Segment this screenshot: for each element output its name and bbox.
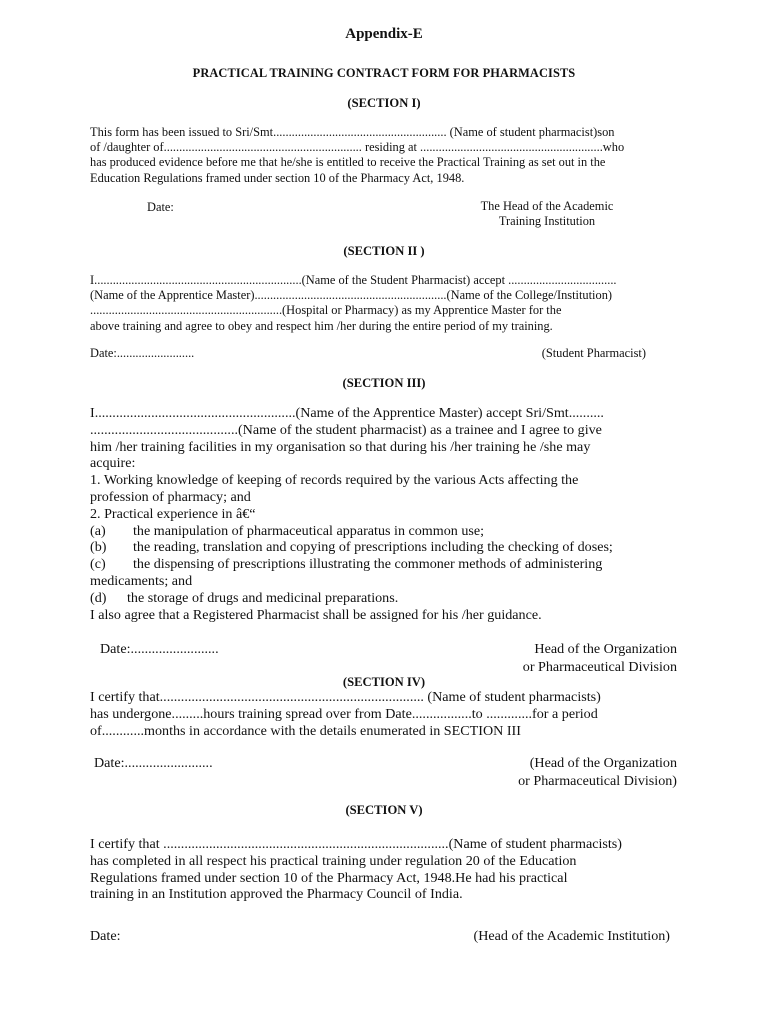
section-3-list-item <box>90 590 672 607</box>
section-3-date-label: Date:......................... <box>100 641 219 657</box>
section-5-line: Regulations framed under section 10 of the Pharmacy Act, 1948.He had his practical <box>90 869 568 886</box>
section-3-line: profession of pharmacy; and <box>90 488 251 505</box>
section-4-line: of............months in accordance with the details enumerated in SECTION III <box>90 722 521 739</box>
section-3-line: I also agree that a Registered Pharmacist shall be assigned for his /her guidance. <box>90 606 542 623</box>
list-item-text: the reading, translation and copying of prescriptions including the checking of doses; <box>133 539 613 556</box>
section-2-line: above training and agree to obey and respect him /her during the entire period of my training. <box>90 318 553 333</box>
section-5-date-label: Date: <box>90 928 121 944</box>
section-1-line: of /daughter of................................................................ residing at ...........................................................who <box>90 140 625 155</box>
section-1-date-label: Date: <box>147 200 174 214</box>
section-4-signatory <box>440 755 677 790</box>
section-5-line: has completed in all respect his practical training under regulation 20 of the Education <box>90 852 577 869</box>
section-2-heading: (SECTION II ) <box>343 244 425 258</box>
section-4-heading: (SECTION IV) <box>342 675 426 689</box>
list-item-text: the dispensing of prescriptions illustrating the commoner methods of administering <box>133 556 603 573</box>
section-3-signatory <box>440 641 677 676</box>
section-1-sign-line: The Head of the Academic <box>480 199 614 213</box>
section-3-line: acquire: <box>90 455 136 472</box>
list-item-text: the manipulation of pharmaceutical apparatus in common use; <box>133 522 485 539</box>
section-1-body <box>90 125 672 186</box>
section-2-signatory: (Student Pharmacist) <box>541 346 646 360</box>
section-2-line: (Name of the Apprentice Master)..............................................................(Name of the College/Institution) <box>90 288 613 303</box>
section-2-line: I...................................................................(Name of the Student Pharmacist) accept ................................... <box>90 273 617 287</box>
section-2-line: ..............................................................(Hospital or Pharmacy) as my Apprentice Master for the <box>90 303 562 318</box>
section-3-line: him /her training facilities in my organisation so that during his /her training he /she may <box>90 438 591 455</box>
section-3-line: 2. Practical experience in â€“ <box>90 505 256 522</box>
section-2-body <box>90 273 672 334</box>
section-1-sign-line: Training Institution <box>498 214 596 229</box>
section-1-heading: (SECTION I) <box>347 96 421 110</box>
section-1-line: This form has been issued to Sri/Smt........................................................ (Name of student pharmacist)son <box>90 125 615 139</box>
section-3-heading: (SECTION III) <box>342 376 426 390</box>
section-1-signatory <box>452 199 642 229</box>
section-5-heading: (SECTION V) <box>345 803 423 817</box>
section-1-line: Education Regulations framed under section 10 of the Pharmacy Act, 1948. <box>90 170 465 185</box>
section-3-sign-line: or Pharmaceutical Division <box>522 658 677 675</box>
list-item-label: (b) <box>90 539 107 556</box>
section-3-line: medicaments; and <box>90 572 193 589</box>
section-4-line: has undergone.........hours training spread over from Date.................to .............for a period <box>90 705 598 722</box>
section-5-line: training in an Institution approved the Pharmacy Council of India. <box>90 886 463 903</box>
list-item-label: (a) <box>90 522 106 539</box>
list-item-text: the storage of drugs and medicinal preparations. <box>127 589 399 606</box>
section-3-line: ..........................................(Name of the student pharmacist) as a trainee and I agree to give <box>90 421 602 438</box>
section-3-list-item <box>90 523 672 540</box>
section-4-line: I certify that........................................................................... (Name of student pharmacists) <box>90 689 601 705</box>
section-1-line: has produced evidence before me that he/she is entitled to receive the Practical Training as set out in the <box>90 155 606 170</box>
section-4-body <box>90 689 672 739</box>
section-5-line: I certify that .................................................................................(Name of student pharmacists) <box>90 836 622 852</box>
section-2-date-label: Date:......................... <box>90 346 195 360</box>
appendix-title: Appendix-E <box>345 26 423 42</box>
section-5-body <box>90 836 672 903</box>
section-3-sign-line: Head of the Organization <box>534 641 677 657</box>
section-3-list-item <box>90 539 672 556</box>
section-3-body <box>90 405 672 623</box>
section-3-line: 1. Working knowledge of keeping of records required by the various Acts affecting the <box>90 472 579 489</box>
section-4-sign-line: (Head of the Organization <box>529 755 677 771</box>
section-4-sign-line: or Pharmaceutical Division) <box>518 772 677 789</box>
section-3-line: I.........................................................(Name of the Apprentice Master) accept Sri/Smt.......... <box>90 405 604 421</box>
list-item-label: (d) <box>90 589 107 606</box>
section-5-signatory: (Head of the Academic Institution) <box>473 928 670 944</box>
section-4-date-label: Date:......................... <box>94 755 213 771</box>
form-title: PRACTICAL TRAINING CONTRACT FORM FOR PHARMACISTS <box>192 66 576 80</box>
section-3-list-item <box>90 556 672 573</box>
list-item-label: (c) <box>90 556 106 573</box>
